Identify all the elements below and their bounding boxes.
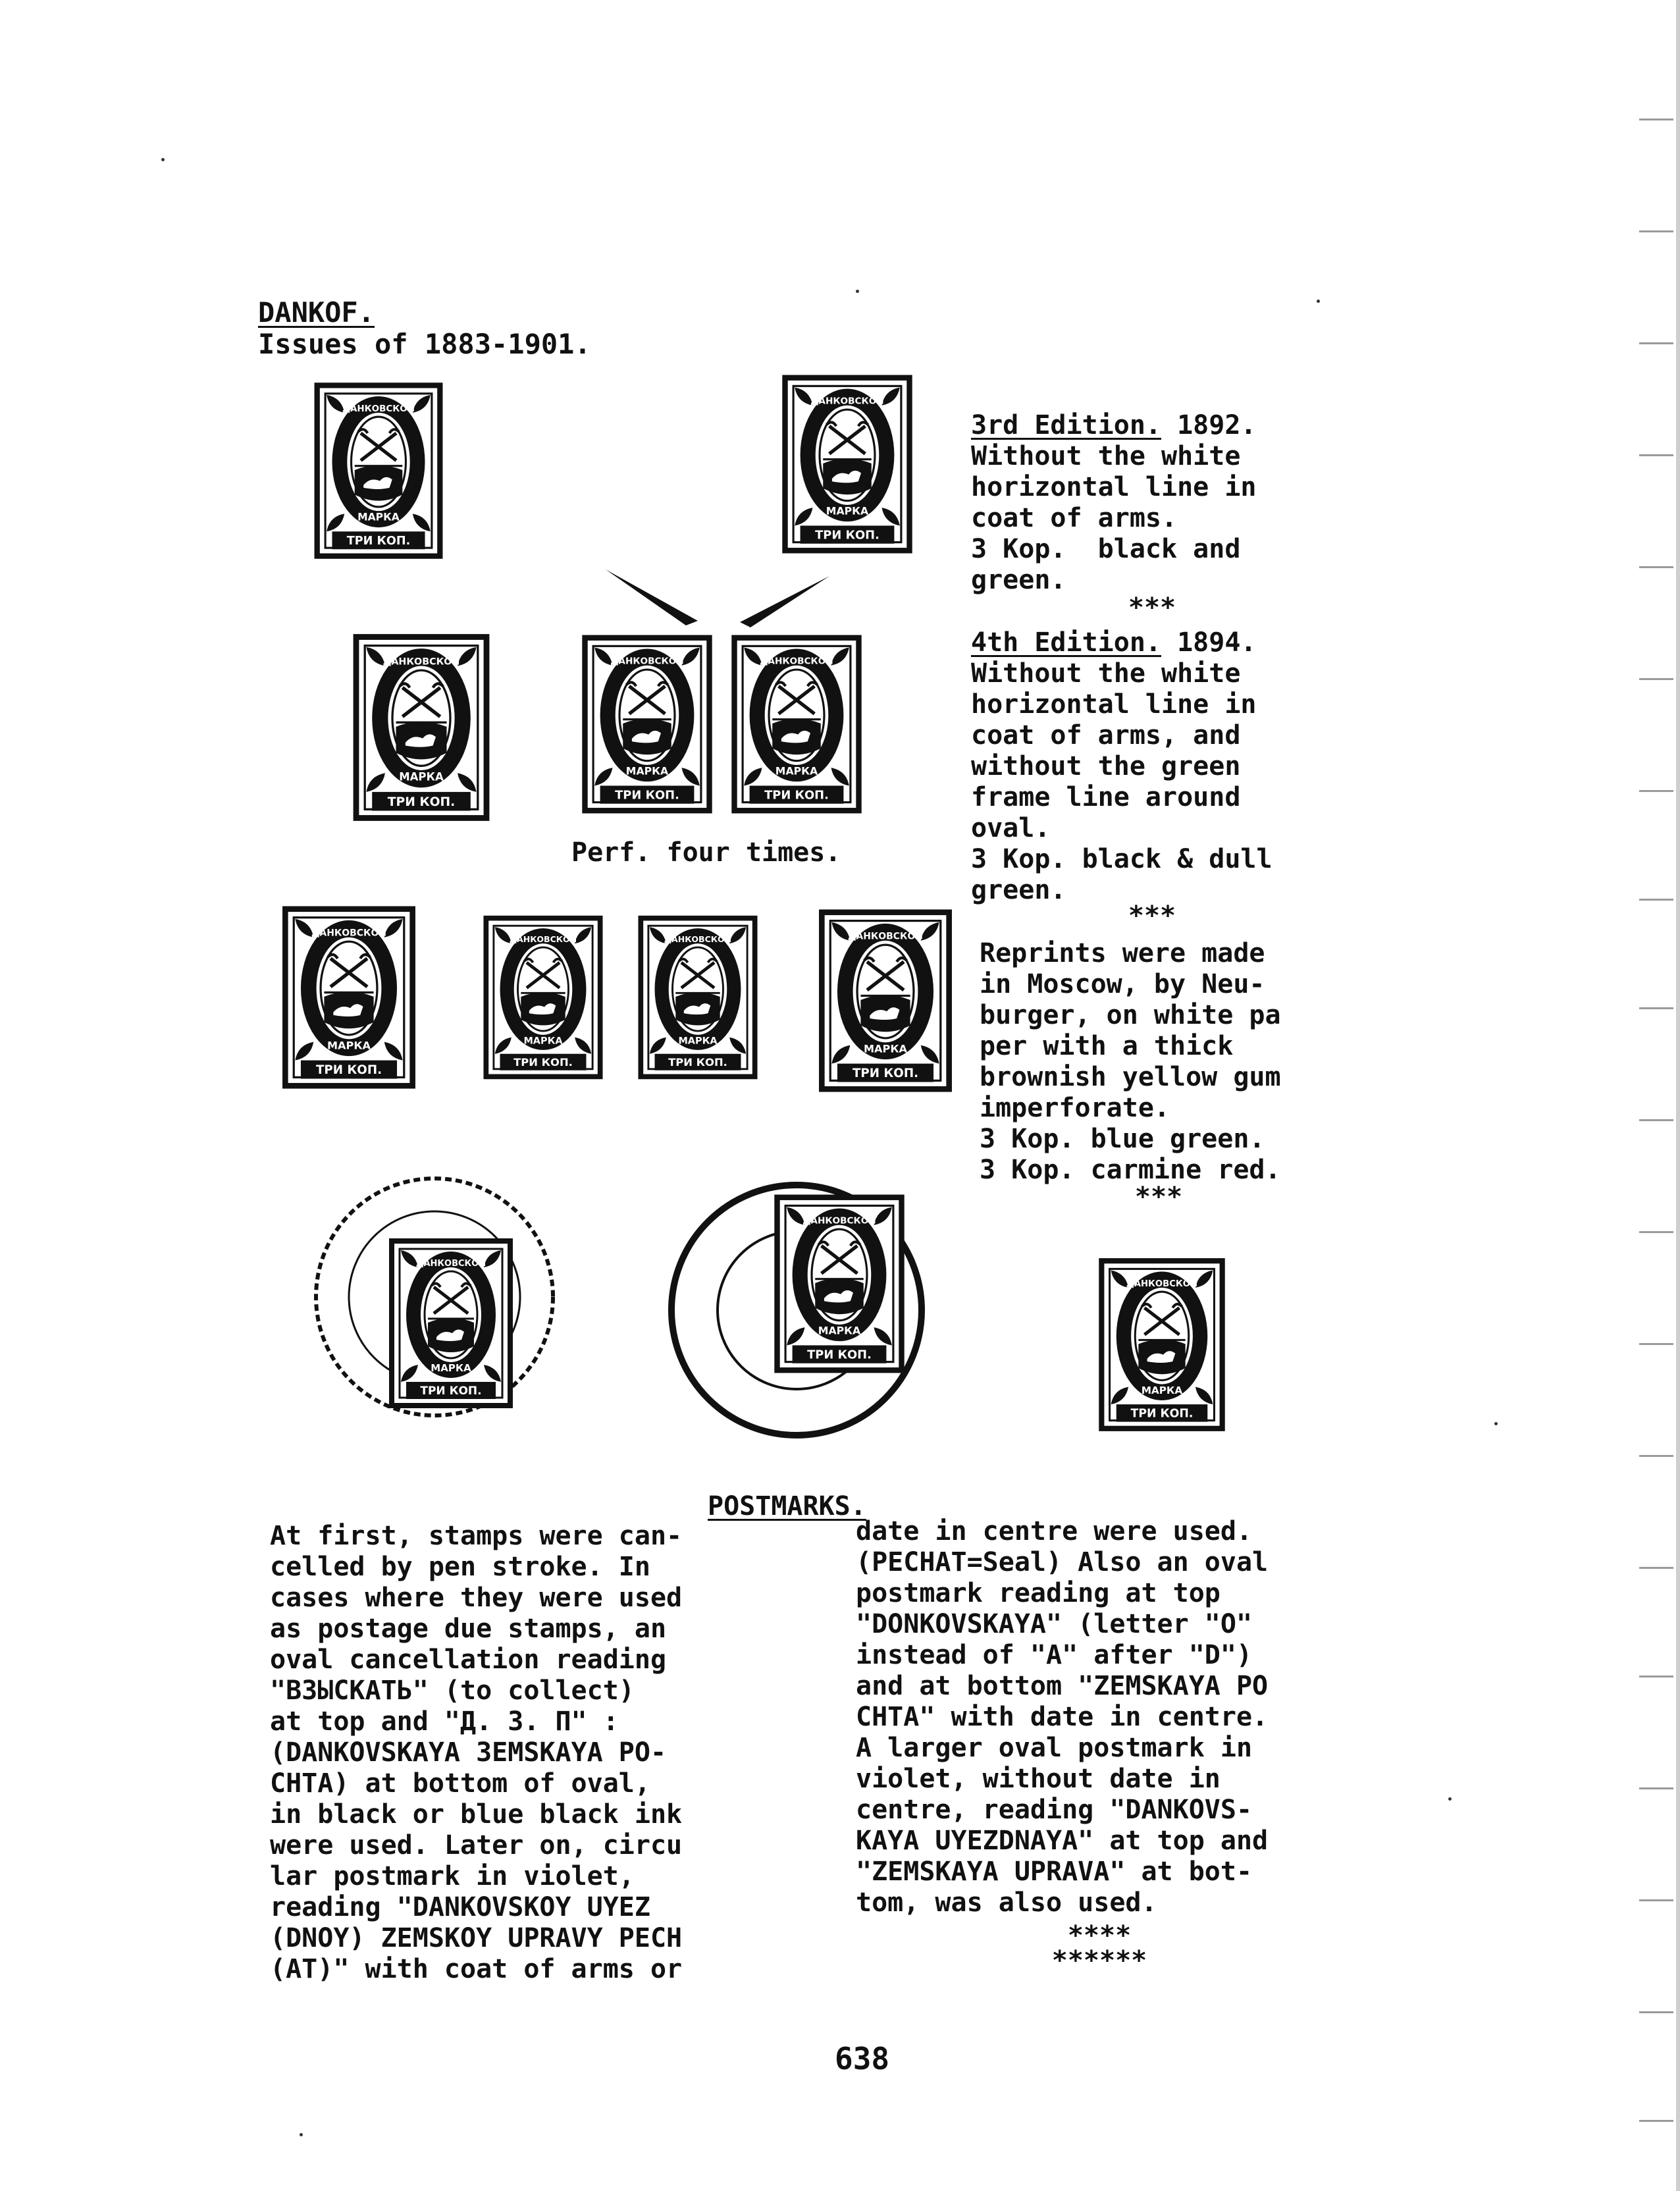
edition3-line: green. (971, 565, 1066, 595)
end-mark: ****** (1051, 1945, 1147, 1976)
postmarks-left-column (270, 1521, 682, 1985)
postmarks-line: instead of "A" after "D") (856, 1640, 1253, 1670)
postmarks-line: violet, without date in (856, 1764, 1221, 1794)
edition4-line: without the green (971, 751, 1241, 781)
postmarks-line: as postage due stamps, an (270, 1614, 667, 1644)
postmarks-line: were used. Later on, circu (270, 1830, 683, 1861)
edition4-line: frame line around (971, 782, 1241, 812)
postmarks-line: at top and "Д. З. П" : (270, 1706, 619, 1737)
stamp-image (349, 629, 494, 826)
edition4-year: 1894. (1161, 627, 1257, 658)
reprints-line: brownish yellow gum (980, 1062, 1281, 1092)
postmarks-line: CHTA) at bottom of oval, (270, 1768, 650, 1799)
edition3-year: 1892. (1161, 410, 1257, 440)
postmarks-line: CHTA" with date in centre. (856, 1702, 1269, 1732)
edition4-heading: 4th Edition. (971, 627, 1161, 658)
edition3-line: horizontal line in (971, 472, 1257, 502)
postmarks-line: cases where they were used (270, 1583, 683, 1613)
postmarks-heading: POSTMARKS. (708, 1491, 866, 1521)
edition4-line: oval. (971, 813, 1051, 843)
stamp-image (727, 629, 866, 820)
stamp-image (632, 912, 764, 1083)
postmarks-line: (PECHAT=Seal) Also an oval (856, 1547, 1269, 1577)
stamp-image (778, 369, 916, 560)
reprints-line: imperforate. (980, 1093, 1170, 1123)
perf-caption: Perf. four times. (571, 837, 841, 868)
edition4-line: horizontal line in (971, 689, 1257, 720)
arrow-icon (606, 563, 829, 635)
stamp-image (276, 902, 421, 1093)
reprints-block (980, 938, 1281, 1186)
end-mark: **** (1067, 1920, 1132, 1951)
stamp-image (477, 912, 609, 1083)
stamp-image (1093, 1254, 1231, 1435)
page-number: 638 (835, 2041, 890, 2076)
edition4-line: 3 Kop. black & dull (971, 844, 1273, 874)
edition4-line: green. (971, 875, 1066, 905)
edition4-block (971, 627, 1273, 906)
reprints-line: 3 Kop. blue green. (980, 1124, 1265, 1154)
postmarks-line: "DONKOVSKAYA" (letter "O" (856, 1609, 1253, 1639)
reprints-line: Reprints were made (980, 938, 1265, 968)
stamp-image (385, 1231, 517, 1415)
margin-ticks (1621, 0, 1680, 2191)
postmarks-line: tom, was also used. (856, 1887, 1157, 1918)
postmarks-line: postmark reading at top (856, 1578, 1221, 1608)
edition4-line: Without the white (971, 658, 1241, 689)
edition3-heading: 3rd Edition. (971, 410, 1161, 440)
separator: *** (1128, 593, 1176, 623)
postmarks-line: lar postmark in violet, (270, 1861, 635, 1891)
reprints-line: 3 Kop. carmine red. (980, 1155, 1281, 1185)
postmarks-line: and at bottom "ZEMSKAYA PO (856, 1671, 1269, 1701)
postmarks-line: reading "DANKOVSKOY UYEZ (270, 1892, 650, 1922)
stamp-image (813, 905, 958, 1096)
postmarks-line: date in centre were used. (856, 1516, 1253, 1546)
postmarks-line: in black or blue black ink (270, 1799, 683, 1830)
postmarks-line: "ZEMSKAYA UPRAVA" at bot- (856, 1857, 1253, 1887)
edition3-line: 3 Kop. black and (971, 534, 1241, 564)
page-title: DANKOF. (258, 296, 375, 329)
page-subtitle: Issues of 1883-1901. (258, 328, 591, 360)
postmarks-line: (DANKOVSKAYA ЗEMSKAYA PO- (270, 1737, 667, 1768)
postmarks-line: oval cancellation reading (270, 1645, 667, 1675)
edition3-block (971, 410, 1256, 596)
reprints-line: burger, on white pa (980, 1000, 1281, 1030)
postmarks-line: (AT)" with coat of arms or (270, 1954, 683, 1984)
reprints-line: per with a thick (980, 1031, 1234, 1061)
stamp-image (309, 379, 448, 563)
reprints-line: in Moscow, by Neu- (980, 969, 1265, 999)
postmarks-line: A larger oval postmark in (856, 1733, 1253, 1763)
separator: *** (1128, 901, 1176, 931)
postmarks-right-column (856, 1516, 1268, 1918)
edition3-line: Without the white (971, 441, 1241, 471)
postmarks-line: At first, stamps were can- (270, 1521, 683, 1551)
stamp-image (770, 1188, 908, 1379)
separator: *** (1134, 1182, 1183, 1212)
postmarks-line: celled by pen stroke. In (270, 1552, 650, 1582)
postmarks-line: KAYA UYEZDNAYA" at top and (856, 1826, 1269, 1856)
postmarks-line: centre, reading "DANKOVS- (856, 1795, 1253, 1825)
postmarks-line: "ВЗЫСКАТЬ" (to collect) (270, 1676, 635, 1706)
edition4-line: coat of arms, and (971, 720, 1241, 751)
edition3-line: coat of arms. (971, 503, 1178, 533)
stamp-image (578, 629, 716, 820)
postmarks-line: (DNOY) ZEMSKOY UPRAVY PECH (270, 1923, 683, 1953)
